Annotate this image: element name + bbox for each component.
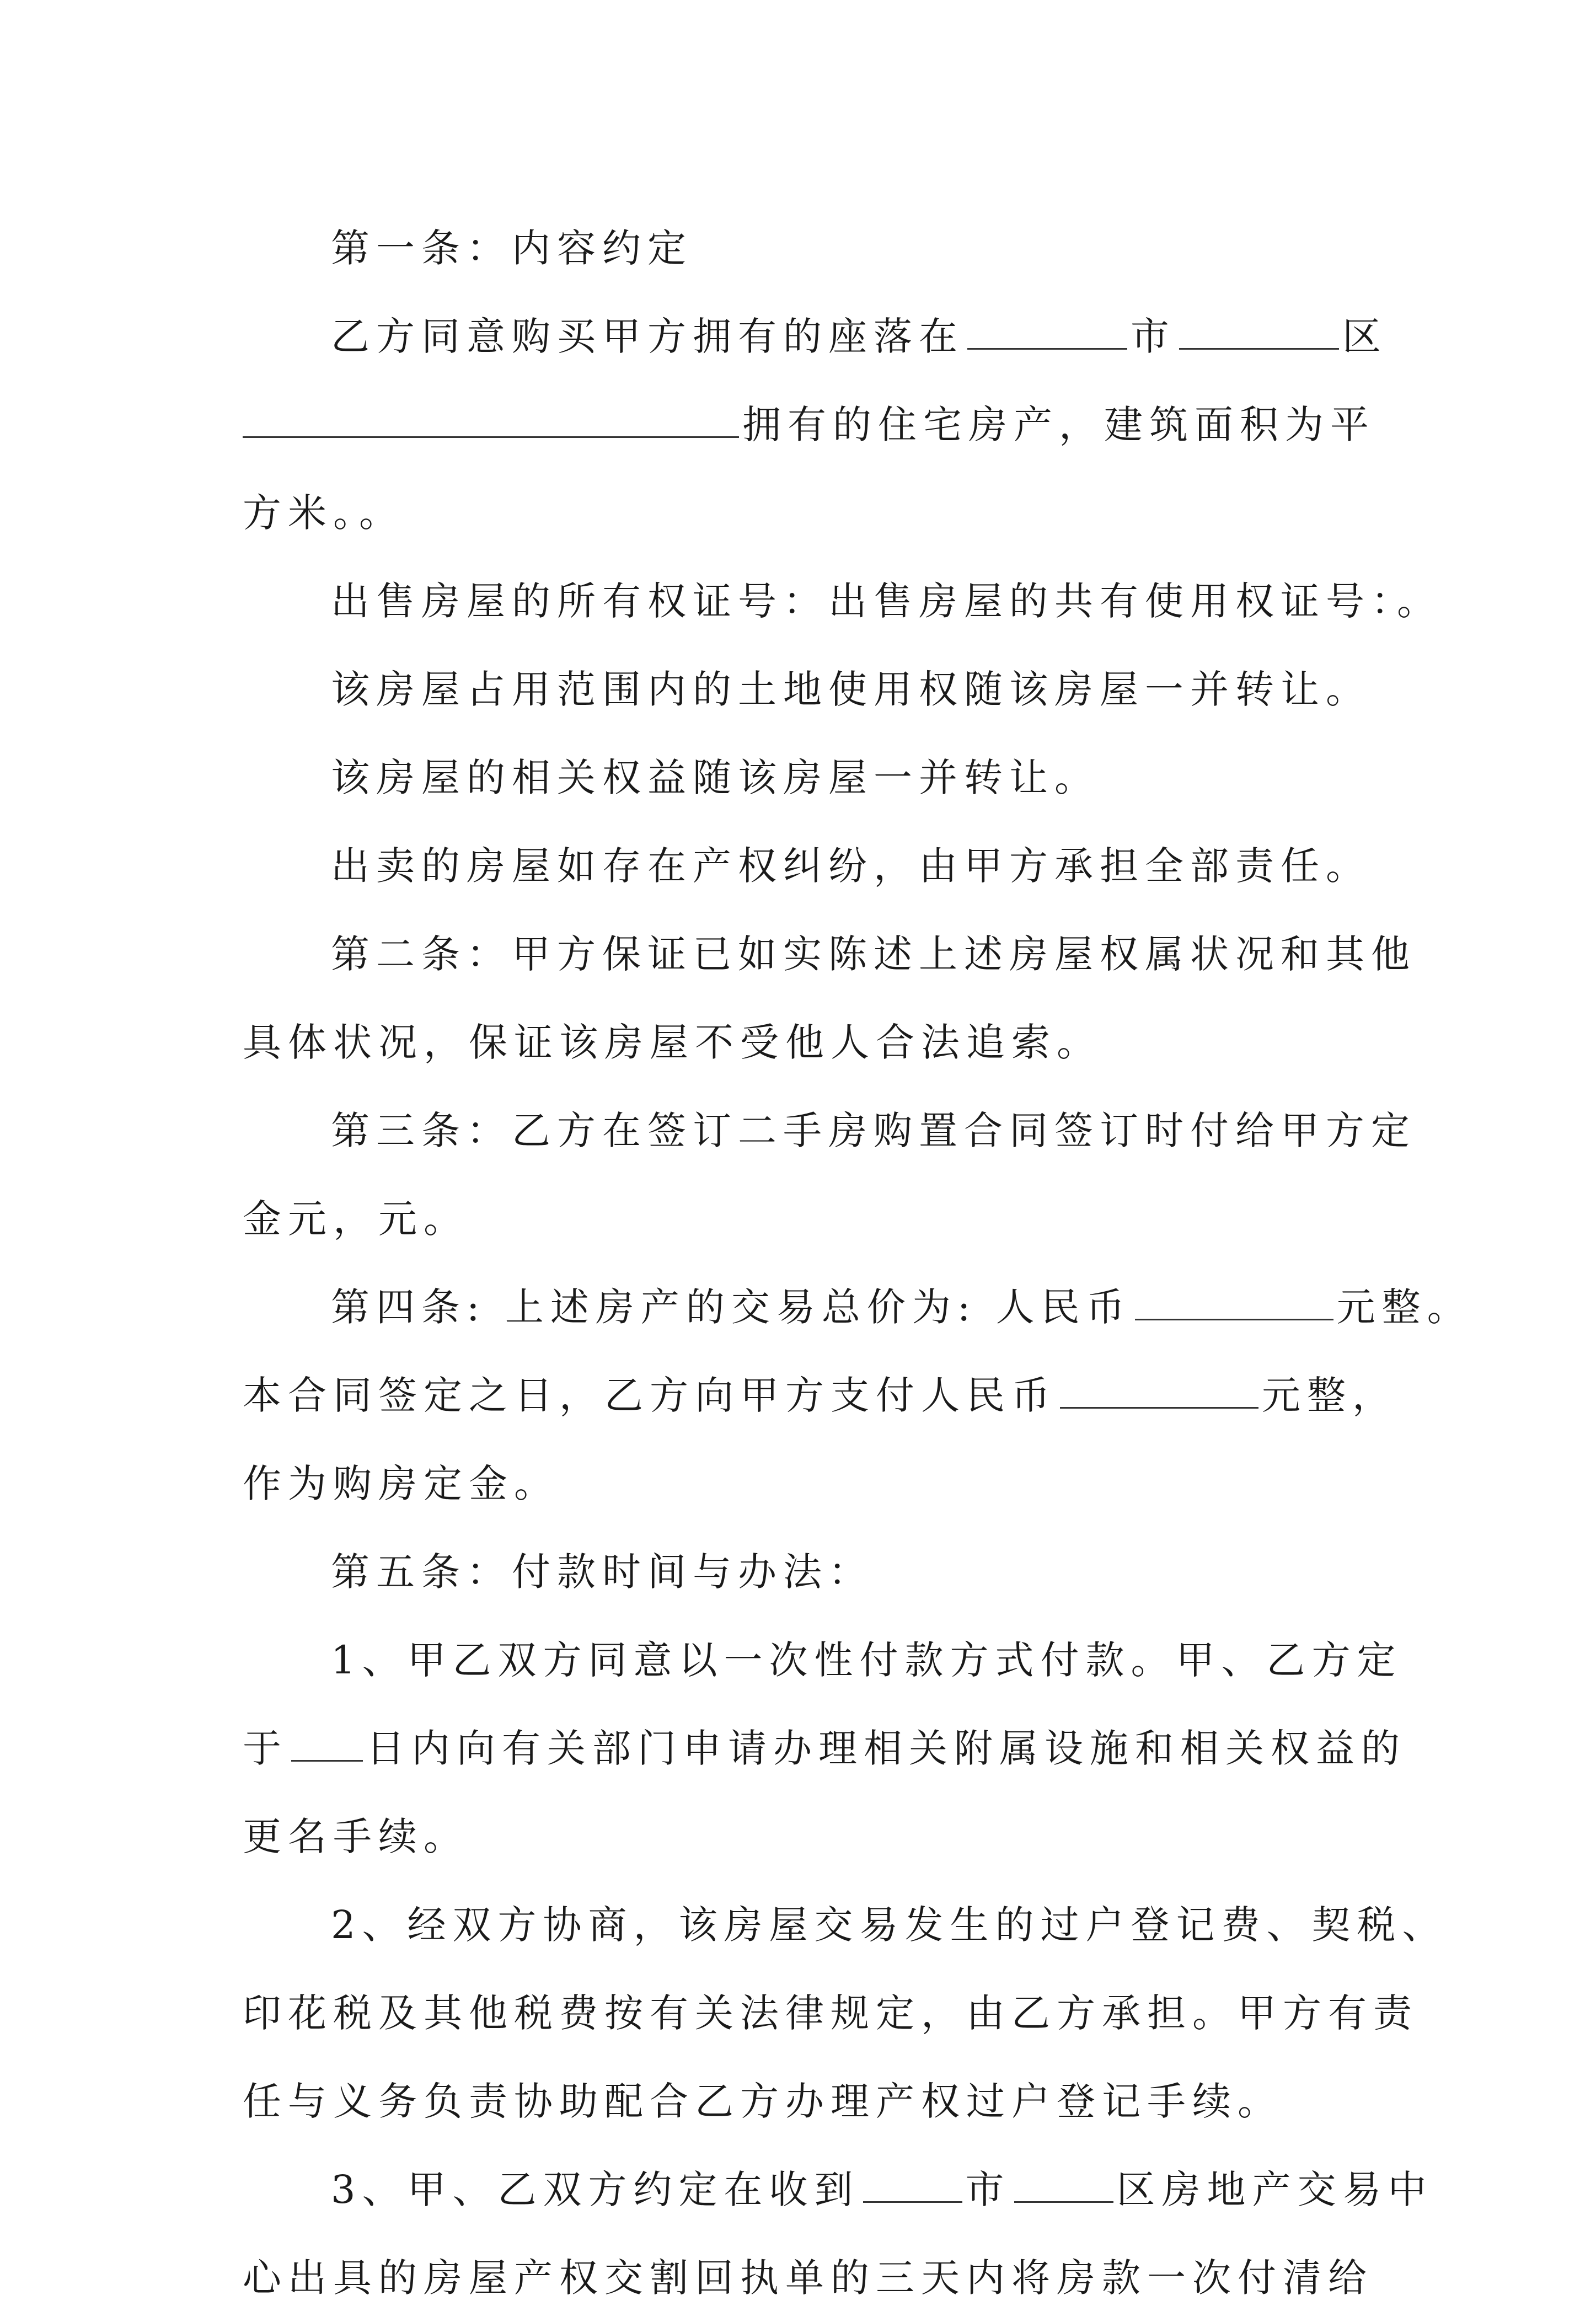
article-1-title-text: 第一条：内容约定 (331, 226, 693, 271)
contract-page (243, 204, 1472, 2322)
article-5-item-1-line-3 (243, 1793, 1362, 1881)
text: 区房地产交易中 (1116, 2167, 1433, 2212)
blank-district[interactable] (1179, 314, 1339, 350)
text: 第二条：甲方保证已如实陈述上述房屋权属状况和其他 (331, 932, 1416, 977)
blank-city-2[interactable] (863, 2167, 962, 2203)
text: 日内向有关部门申请办理相关附属设施和相关权益的 (366, 1726, 1406, 1771)
text: 具体状况，保证该房屋不受他人合法追索。 (243, 1020, 1102, 1065)
article-5-item-2-line-3 (243, 2057, 1362, 2146)
article-2-line-2 (243, 998, 1362, 1087)
text: 第五条：付款时间与办法： (331, 1549, 874, 1595)
blank-total-price[interactable] (1135, 1285, 1333, 1320)
text: 市 (965, 2167, 1011, 2212)
article-3-line-2 (243, 1175, 1362, 1263)
article-3-line-1 (243, 1087, 1416, 1175)
article-4-line-3 (243, 1440, 1362, 1528)
article-5-title (243, 1528, 1362, 1616)
text: 区 (1342, 314, 1388, 359)
blank-address[interactable] (243, 402, 739, 438)
text: 元整， (1262, 1373, 1397, 1418)
article-4-line-2 (243, 1351, 1397, 1440)
text: 印花税及其他税费按有关法律规定，由乙方承担。甲方有责 (243, 1991, 1418, 2036)
text: 心出具的房屋产权交割回执单的三天内将房款一次付清给 (243, 2255, 1373, 2300)
text: 1、甲乙双方同意以一次性付款方式付款。甲、乙方定 (331, 1638, 1402, 1683)
text: 更名手续。 (243, 1814, 469, 1859)
blank-district-2[interactable] (1014, 2167, 1113, 2203)
article-5-item-1-line-1 (243, 1616, 1402, 1704)
text: 拥有的住宅房产，建筑面积为平 (742, 402, 1375, 447)
article-1-title (243, 204, 1362, 292)
article-5-item-3-line-2 (243, 2234, 1373, 2322)
text: 出卖的房屋如存在产权纠纷，由甲方承担全部责任。 (331, 843, 1371, 889)
text: 乙方同意购买甲方拥有的座落在 (331, 314, 964, 359)
text: 市 (1131, 314, 1176, 359)
article-1-paragraph-1-line-1 (243, 292, 1388, 381)
text: 于 (243, 1726, 288, 1771)
text: 任与义务负责协助配合乙方办理产权过户登记手续。 (243, 2079, 1283, 2124)
article-1-paragraph-4 (243, 734, 1362, 822)
blank-days[interactable] (291, 1726, 363, 1762)
article-1-paragraph-5 (243, 822, 1371, 910)
text: 金元，元。 (243, 1196, 469, 1242)
text: 出售房屋的所有权证号：出售房屋的共有使用权证号：。 (331, 579, 1442, 624)
article-5-item-1-line-2 (243, 1704, 1406, 1793)
text: 元整。 (1336, 1285, 1472, 1330)
article-2-line-1 (243, 910, 1416, 998)
text: 作为购房定金。 (243, 1461, 559, 1506)
article-4-line-1 (243, 1263, 1472, 1351)
article-1-paragraph-1-line-2 (243, 381, 1375, 469)
article-5-item-2-line-2 (243, 1969, 1418, 2057)
blank-deposit[interactable] (1060, 1373, 1258, 1409)
text: 该房屋占用范围内的土地使用权随该房屋一并转让。 (331, 667, 1371, 712)
text: 第三条：乙方在签订二手房购置合同签订时付给甲方定 (331, 1108, 1416, 1153)
text: 本合同签定之日，乙方向甲方支付人民币 (243, 1373, 1057, 1418)
article-5-item-2-line-1 (243, 1881, 1448, 1969)
article-1-paragraph-1-line-3 (243, 469, 1362, 557)
text: 方米。。 (243, 490, 404, 536)
text: 该房屋的相关权益随该房屋一并转让。 (331, 755, 1100, 800)
article-5-item-3-line-1 (243, 2146, 1433, 2234)
blank-city[interactable] (967, 314, 1127, 350)
text: 2、经双方协商，该房屋交易发生的过户登记费、契税、 (331, 1902, 1448, 1948)
article-1-paragraph-2 (243, 557, 1442, 645)
text: 第四条: 上述房产的交易总价为: 人民币 (331, 1285, 1132, 1330)
text: 3、甲、乙双方约定在收到 (331, 2167, 860, 2212)
article-1-paragraph-3 (243, 645, 1371, 734)
